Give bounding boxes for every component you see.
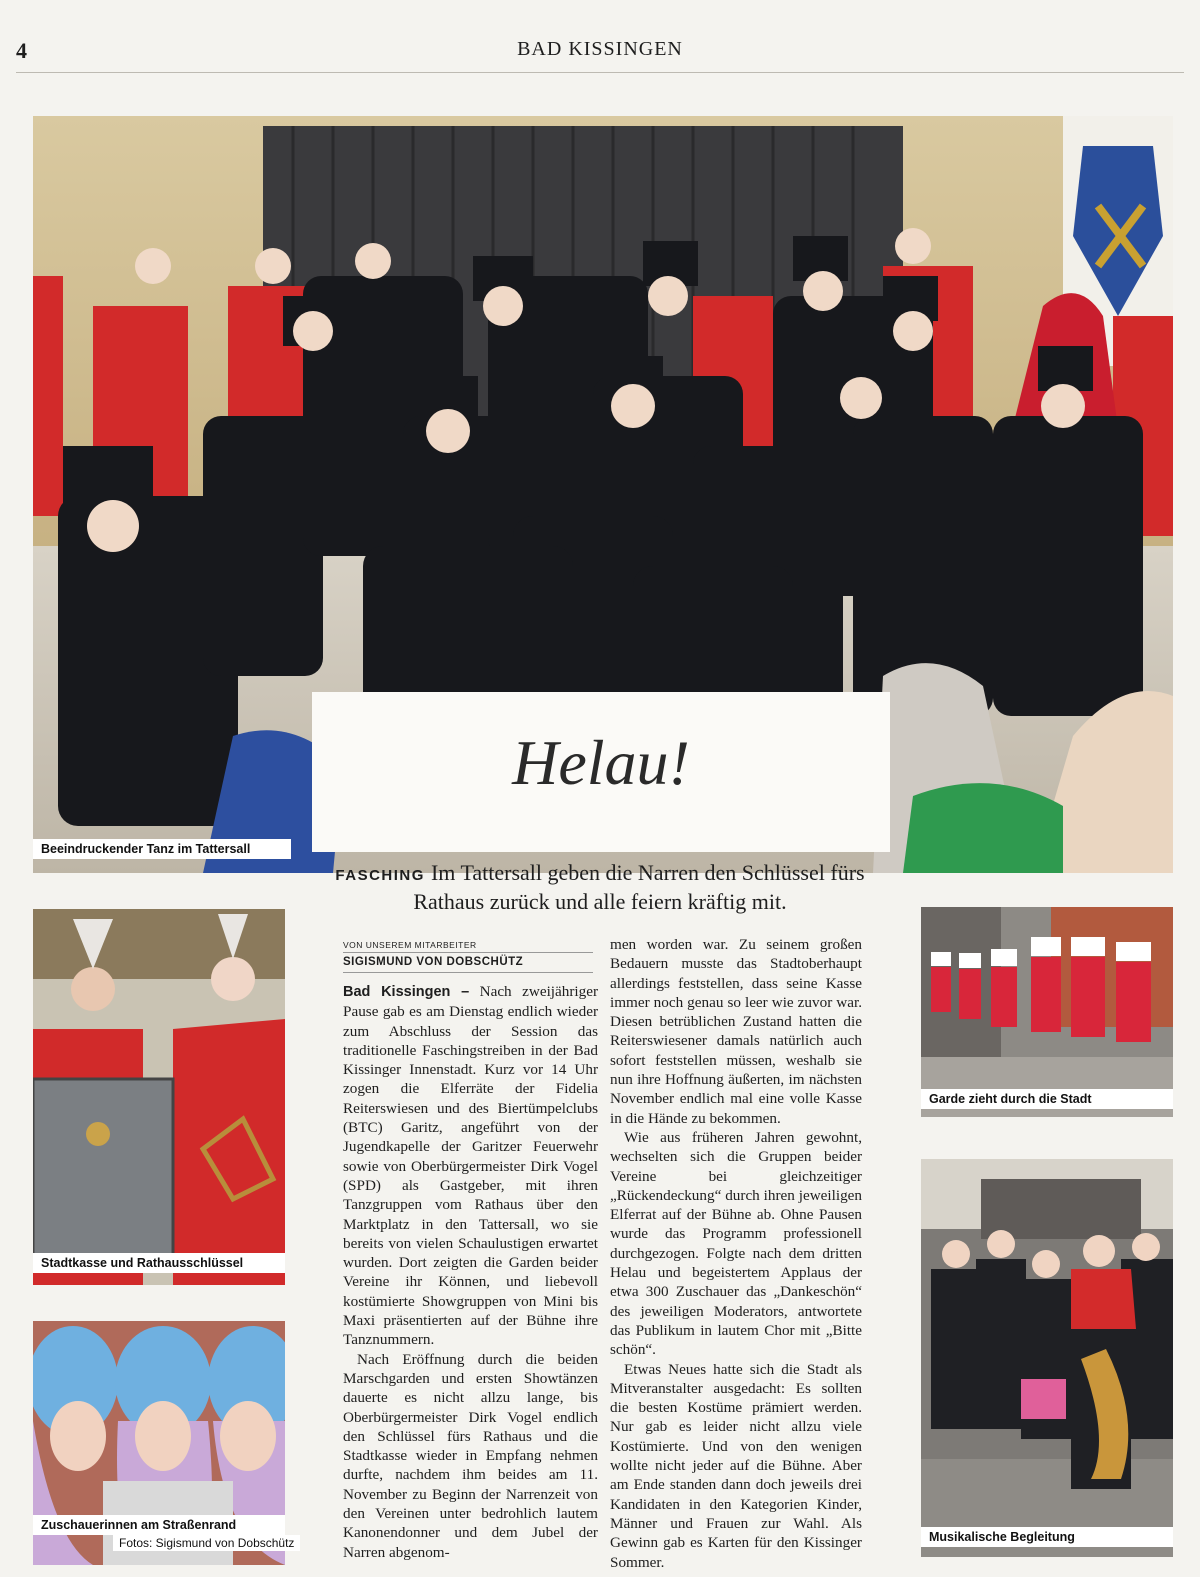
article-paragraph — [343, 982, 598, 1350]
cash-photo-caption: Stadtkasse und Rathausschlüssel — [33, 1253, 285, 1273]
article-column-2 — [610, 935, 862, 1572]
page-number: 4 — [16, 38, 27, 63]
headline: Helau! — [512, 727, 690, 798]
header-divider — [16, 72, 1184, 73]
photo-guard-march — [921, 907, 1173, 1117]
article-paragraph: men worden war. Zu seinem großen Bedauern musste das Stadtoberhaupt allerdings feststellen, dass seine Kasse immer noch genau so leer wie zuvor war. Diesen betrüblichen Zustand hatten die Reiterswiesener damals natürlich auch sofort feststellen müssen, weshalb sie nun ihre Hoffnung äußerten, im nächsten November endlich mal eine volle Kasse in die Hände zu bekommen. — [610, 936, 862, 1127]
headline-panel — [312, 692, 890, 852]
byline-divider — [343, 952, 593, 953]
subhead-kicker: FASCHING — [335, 867, 425, 884]
article-column-1 — [343, 982, 598, 1562]
photo-band — [921, 1159, 1173, 1557]
spectators-photo-caption: Zuschauerinnen am Straßenrand — [33, 1515, 285, 1535]
band-photo-caption: Musikalische Begleitung — [921, 1527, 1173, 1547]
byline-divider-bottom — [343, 972, 593, 973]
main-photo-caption: Beeindruckender Tanz im Tattersall — [33, 839, 291, 859]
photo-credit: Fotos: Sigismund von Dobschütz — [113, 1535, 300, 1551]
subhead-text: Im Tattersall geben die Narren den Schlüssel fürs Rathaus zurück und alle feiern kräftig mit. — [413, 860, 865, 914]
dateline: Bad Kissingen – — [343, 984, 470, 1000]
photo-cash-box-key — [33, 909, 285, 1285]
byline-label: VON UNSEREM MITARBEITER — [343, 940, 477, 950]
section-header: BAD KISSINGEN — [517, 38, 683, 60]
article-paragraph: Nach Eröffnung durch die beiden Marschgarden und ersten Showtänzen dauerte es nicht allzu lange, bis Oberbürgermeister Dirk Vogel endlich den Schlüssel fürs Rathaus und die Stadtkasse wieder in Empfang nehmen durfte, nachdem ihm beides am 11. November zu Beginn der Narrenzeit von den Vereinen unter bedrohlich lautem Kanonendonner und dem Jubel der Narren abgenom- — [343, 1350, 598, 1561]
subheadline — [330, 860, 870, 915]
byline-author: SIGISMUND VON DOBSCHÜTZ — [343, 956, 524, 968]
paragraph-text: Nach zweijähriger Pause gab es am Dienstag endlich wieder zum Abschluss der Session das traditionelle Faschingstreiben in der Bad Kissinger Innenstadt. Kurz vor 14 Uhr zogen die Elferräte der Fidelia Reiterswiesen und des Biertümpelclubs (BTC) Garitz, angeführt von der Jugendkapelle der Garitzer Feuerwehr sowie von Oberbürgermeister Dirk Vogel (SPD) als Gastgeber, mit ihren Tanzgruppen vom Rathaus über den Marktplatz in den Tattersall, wo sie bereits von vielen Schaulustigen erwartet wurden. Dort zeigten die Garden beider Vereine ihr Können, und liebevoll kostümierte Showgruppen von Mini bis Maxi präsentierten auf der Bühne ihre Tanznummern. — [343, 983, 599, 1349]
article-paragraph: Etwas Neues hatte sich die Stadt als Mitveranstalter ausgedacht: Es sollten die besten Kostüme prämiert werden. Nur gab es leider nicht allzu viele Kostümierte. Und von den wenigen wollte nicht jeder auf die Bühne. Aber am Ende standen dann doch jeweils drei Kandidaten in den Kategorien Kinder, Männer und Frauen zur Wahl. Als Gewinn gab es Karten für den Kissinger Sommer. — [610, 1360, 862, 1571]
guard-photo-caption: Garde zieht durch die Stadt — [921, 1089, 1173, 1109]
article-paragraph: Wie aus früheren Jahren gewohnt, wechselten sich die Gruppen beider Vereine bei gleichzeitiger „Rückendeckung“ durch ihren jeweiligen Elferrat auf der Bühne ab. Ohne Pausen wurde das Programm professionell durchgezogen. Folgte nach dem dritten Helau und begeistertem Applaus der etwa 300 Zuschauer das „Dankeschön“ des jeweiligen Moderators, antwortete das Publikum in lautem Chor mit „Bitte schön“. — [610, 1128, 862, 1359]
